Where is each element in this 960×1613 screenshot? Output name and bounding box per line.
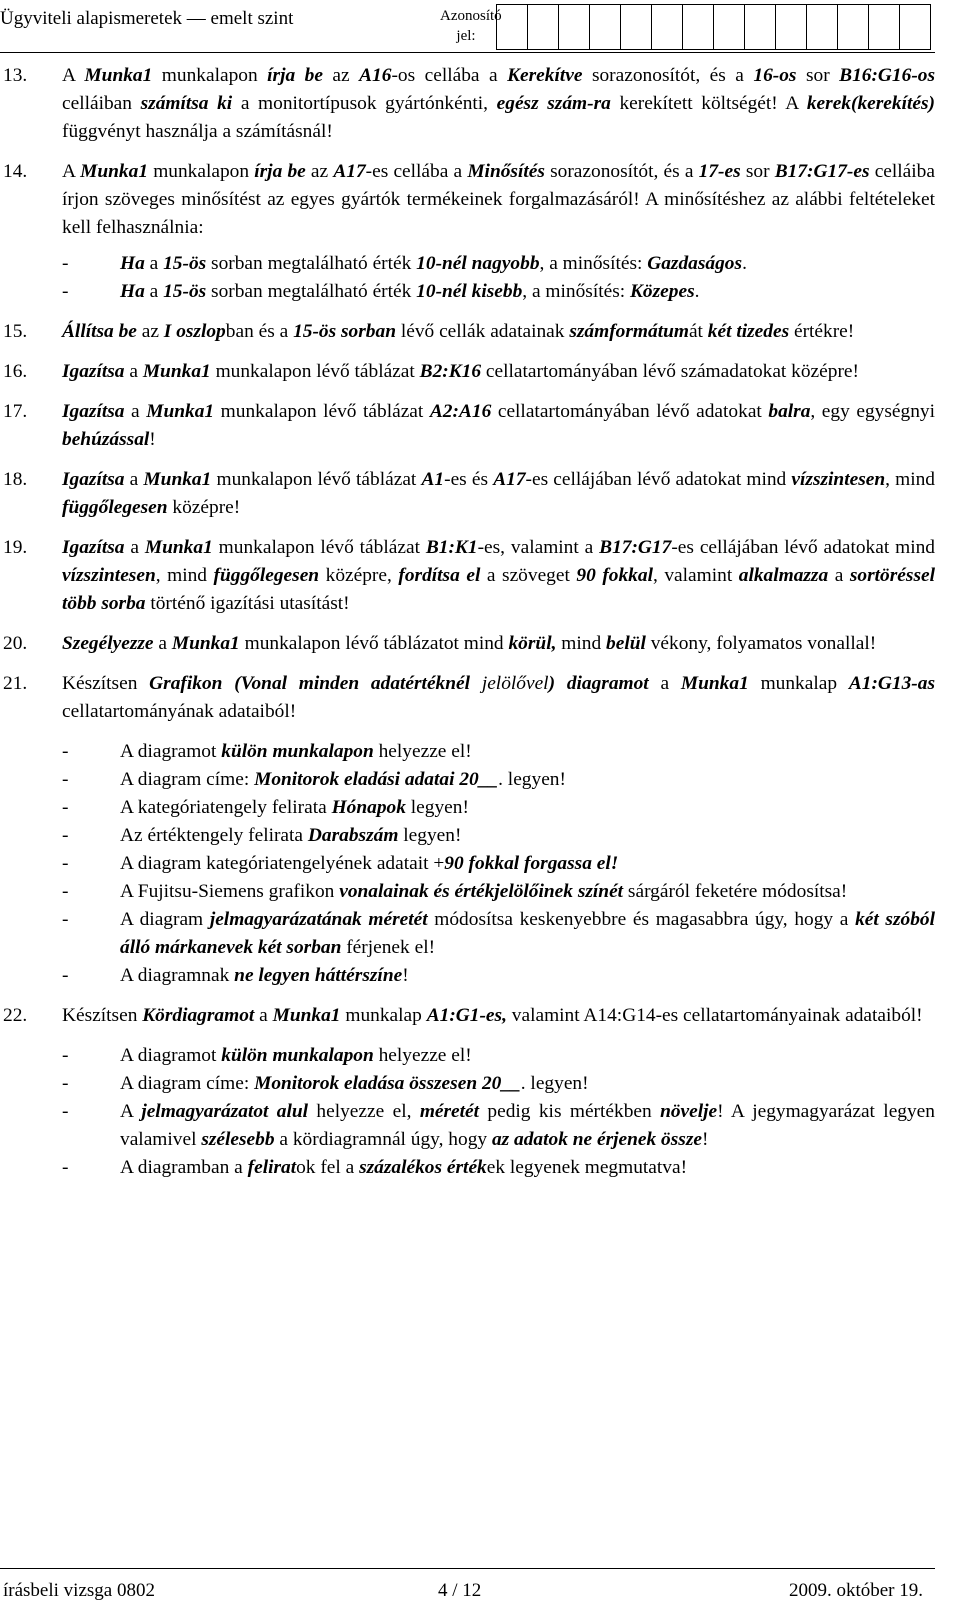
text: A [120,1101,142,1122]
text: felirat [247,1157,297,1178]
text: Minősítés [467,161,545,182]
list-item [62,850,935,878]
text: A [62,65,85,86]
text: két szóból álló márkanevek két sorban [120,909,935,958]
list-item [62,822,935,850]
text: sárgáról feketére módosítsa! [623,881,848,902]
text: sorazonosítót, és a [544,161,699,182]
text: pedig kis mértékben [479,1101,661,1122]
text: , a minősítés: [522,281,630,302]
text: Munka1 [142,361,211,382]
text: munkalapon lévő táblázat [214,401,430,422]
text: Monitorok eladása összesen 20__ [254,1073,521,1094]
text: Munka1 [84,65,153,86]
text: a [828,565,850,586]
text: ! [402,965,409,986]
text: vonalainak és értékjelölőinek színét [339,881,624,902]
text: a [144,281,164,302]
task-number: 17. [3,401,28,422]
header-rule [0,52,935,53]
text: munkalap [340,1005,427,1026]
bullet-dash: - [62,853,69,874]
id-digit-box [527,4,559,50]
text: B17:G17 [599,537,672,558]
list-item [62,1042,935,1070]
condition-list [62,250,935,306]
exam-title: Ügyviteli alapismeretek — emelt szint [0,8,294,29]
text: Szegélyezze [62,633,154,654]
list-item [62,1098,935,1154]
task-18 [0,466,935,522]
text: egész szám-ra [496,93,611,114]
text: a [124,469,144,490]
text: Darabszám [307,825,399,846]
id-digit-box [806,4,838,50]
text: munkalap [748,673,849,694]
text: a [254,1005,273,1026]
list-item [62,878,935,906]
text: külön munkalapon [221,741,374,762]
text: vízszintesen [62,565,156,586]
list-item [62,250,935,278]
id-digit-box [744,4,776,50]
text: középre, [319,565,399,586]
page-header [0,0,960,56]
text: munkalapon [148,161,255,182]
text: a [648,673,681,694]
text: Munka1 [146,401,215,422]
text: növelje [660,1101,718,1122]
list-item [62,1154,935,1182]
text: függőlegesen [62,497,168,518]
text: sorazonosítót, és a [582,65,754,86]
text: sor [740,161,775,182]
text: Ha [120,253,145,274]
text: a [124,401,147,422]
text: 15-ös [163,253,207,274]
list-item [62,1070,935,1098]
text: A diagram címe: [120,1073,255,1094]
footer-rule [0,1568,935,1569]
text: . [694,281,700,302]
text: számformátum [569,321,689,342]
id-digit-box [682,4,714,50]
text: A kategóriatengely felirata [120,797,332,818]
text: A17 [493,469,526,490]
text: munkalapon [152,65,268,86]
text: írja be [267,65,323,86]
text: Készítsen [62,1005,143,1026]
text: a [124,537,145,558]
task-number: 22. [3,1005,28,1026]
bullet-dash: - [62,281,69,302]
text: belül [606,633,646,654]
text: legyen! [398,825,462,846]
text: vízszintesen [791,469,886,490]
text: A diagramot [120,1045,222,1066]
pie-instructions [62,1042,935,1182]
text: -os cellába a [391,65,508,86]
bullet-dash: - [62,769,69,790]
text: Munka1 [80,161,149,182]
text: B16:G16-os [839,65,936,86]
bullet-dash: - [62,1101,69,1122]
text: Ha [120,281,145,302]
text: Munka1 [272,1005,341,1026]
id-digit-box [620,4,652,50]
text: jelmagyarázatot alul [141,1101,309,1122]
text: A1:G13-as [848,673,935,694]
task-13 [0,62,935,146]
text: mind [556,633,607,654]
text: A diagramnak [120,965,235,986]
text: két tizedes [707,321,790,342]
text: A17 [333,161,366,182]
text: Gazdaságos [647,253,743,274]
text: Kördiagramot [142,1005,255,1026]
text: Igazítsa [62,469,125,490]
id-digit-box [651,4,683,50]
text: celláiba írjon szöveges minősítést az egyes gyártók termékeinek forgalmazásáról! A minősítéshez az alábbi feltételeket kell felhasználnia: [62,161,935,238]
text: -es cellájában lévő adatokat mind [525,469,792,490]
task-number: 14. [3,161,28,182]
task-21 [0,670,935,990]
list-item [62,962,935,990]
text: 10-nél nagyobb [416,253,540,274]
bullet-dash: - [62,1157,69,1178]
task-20 [0,630,935,658]
text: 15-ös sorban [293,321,396,342]
text: sorban megtalálható érték [206,253,417,274]
text: számítsa ki [140,93,233,114]
task-19 [0,534,935,618]
text: a monitortípusok gyártónkénti, [232,93,497,114]
exam-date: 2009. október 19. [788,1580,923,1601]
text: középre! [167,497,241,518]
text: helyezze el! [373,741,472,762]
text: , mind [155,565,214,586]
text: valamint A14:G14-es cellatartományainak adataiból! [506,1005,923,1026]
text: Munka1 [144,537,213,558]
text: -es és [444,469,494,490]
text: ! [149,429,156,450]
id-digit-box [868,4,900,50]
bullet-dash: - [62,741,69,762]
text: ! [702,1129,709,1150]
text: az [305,161,334,182]
text: írja be [254,161,306,182]
text: Igazítsa [62,537,125,558]
text: Munka1 [680,673,749,694]
text: Igazítsa [62,361,125,382]
text: ban és a [225,321,294,342]
text: 10-nél kisebb [416,281,523,302]
text: fordítsa el [398,565,481,586]
text: A2:A16 [429,401,492,422]
text: Grafikon (Vonal minden adatértéknél [149,673,482,694]
text: az [322,65,360,86]
text: , egy egységnyi [810,401,935,422]
chart-instructions [62,738,935,990]
bullet-dash: - [62,797,69,818]
text: férjenek el! [341,937,436,958]
text: a kördiagramnál úgy, hogy [274,1129,492,1150]
text: balra [768,401,811,422]
text: . legyen! [520,1073,589,1094]
id-boxes [497,4,931,50]
text: A1:G1-es, [426,1005,507,1026]
text: A diagramot [120,741,222,762]
id-digit-box [713,4,745,50]
text: . legyen! [498,769,566,790]
text: 17-es [698,161,741,182]
text: értékre! [789,321,855,342]
list-item [62,794,935,822]
text: körül, [508,633,557,654]
bullet-dash: - [62,1073,69,1094]
id-digit-box [496,4,528,50]
text: , valamint [652,565,739,586]
text: A16 [359,65,392,86]
text: legyen! [405,797,469,818]
text: Közepes [630,281,695,302]
list-item [62,906,935,962]
text: a [153,633,172,654]
text: munkalapon lévő táblázat [211,469,422,490]
text: az adatok ne érjenek össze [491,1129,702,1150]
text: ok fel a [296,1157,360,1178]
text: Kerekítve [507,65,583,86]
text: Munka1 [143,469,212,490]
id-digit-box [837,4,869,50]
text: függőlegesen [213,565,320,586]
text: sortöréssel több sorba [62,565,935,614]
text: jelmagyarázatának méretét [209,909,428,930]
task-number: 18. [3,469,28,490]
task-list [0,62,935,1194]
bullet-dash: - [62,825,69,846]
task-number: 15. [3,321,28,342]
text: Igazítsa [62,401,125,422]
text: módosítsa keskenyebbre és magasabbra úgy, hogy a [427,909,856,930]
text: A Fujitsu-Siemens grafikon [120,881,340,902]
text: történő igazítási utasítást! [145,593,350,614]
text: 90 fokkal forgassa el! [444,853,619,874]
text: méretét [419,1101,480,1122]
bullet-dash: - [62,881,69,902]
task-14 [0,158,935,306]
text: a [124,361,143,382]
page-number: 4 / 12 [438,1580,482,1601]
text: szélesebb [201,1129,275,1150]
text: külön munkalapon [221,1045,374,1066]
text: a szöveget [480,565,577,586]
text: Hónapok [331,797,406,818]
text: Az értéktengely felirata [120,825,308,846]
text: B17:G17-es [774,161,870,182]
text: . [742,253,747,274]
text: százalékos érték [359,1157,487,1178]
text: jelölővel [481,673,549,694]
text: át [688,321,708,342]
text: ek legyenek megmutatva! [486,1157,688,1178]
exam-code: írásbeli vizsga 0802 [3,1580,155,1601]
task-number: 16. [3,361,28,382]
text: Munka1 [171,633,240,654]
text: munkalapon lévő táblázat [212,537,426,558]
text: A diagram kategóriatengelyének adatait + [120,853,445,874]
list-item [62,766,935,794]
text: sor [796,65,840,86]
text: cellatartományában lévő adatokat [491,401,769,422]
text: sorban megtalálható érték [206,281,417,302]
text: vékony, folyamatos vonallal! [645,633,877,654]
task-number: 21. [3,673,28,694]
task-number: 20. [3,633,28,654]
bullet-dash: - [62,253,69,274]
text: B2:K16 [419,361,482,382]
text: B1:K1 [425,537,478,558]
text: helyezze el, [308,1101,420,1122]
text: 15-ös [163,281,207,302]
text: Készítsen [62,673,150,694]
text: az [136,321,164,342]
text: a [144,253,164,274]
text: 90 fokkal [576,565,653,586]
text: lévő cellák adatainak [395,321,570,342]
task-16 [0,358,935,386]
bullet-dash: - [62,965,69,986]
task-17 [0,398,935,454]
text: 16-os [753,65,797,86]
bullet-dash: - [62,1045,69,1066]
text: -es cellába a [365,161,468,182]
bullet-dash: - [62,909,69,930]
text: I oszlop [163,321,226,342]
id-digit-box [775,4,807,50]
text: , a minősítés: [539,253,648,274]
text: kerekített költségét! A [610,93,807,114]
text: A [62,161,81,182]
text: ne legyen háttérszíne [234,965,403,986]
text: munkalapon lévő táblázat [210,361,420,382]
text: kerek(kerekítés) [806,93,935,114]
list-item [62,738,935,766]
text: helyezze el! [373,1045,472,1066]
text: A diagram [120,909,210,930]
text: -es cellájában lévő adatokat mind [671,537,935,558]
text: A diagram címe: [120,769,255,790]
text: A1 [421,469,445,490]
text: cellatartományában lévő számadatokat középre! [481,361,859,382]
text: -es, valamint a [477,537,600,558]
text: ! A jegymagyarázat legyen valamivel [120,1101,935,1150]
text: A diagramban a [120,1157,248,1178]
text: , mind [885,469,936,490]
id-digit-box [558,4,590,50]
text: celláiban [62,93,141,114]
task-number: 19. [3,537,28,558]
text: behúzással [62,429,150,450]
id-digit-box [899,4,931,50]
list-item [62,278,935,306]
text: Állítsa be [62,321,137,342]
task-15 [0,318,935,346]
text: Monitorok eladási adatai 20__ [254,769,499,790]
text: munkalapon lévő táblázatot mind [239,633,509,654]
id-label: Azonosító jel: [440,8,502,44]
text: függvényt használja a számításnál! [62,121,333,142]
text: cellatartományának adataiból! [62,701,297,722]
id-digit-box [589,4,621,50]
text: alkalmazza [738,565,829,586]
task-22 [0,1002,935,1182]
text: ) diagramot [548,673,649,694]
task-number: 13. [3,65,28,86]
